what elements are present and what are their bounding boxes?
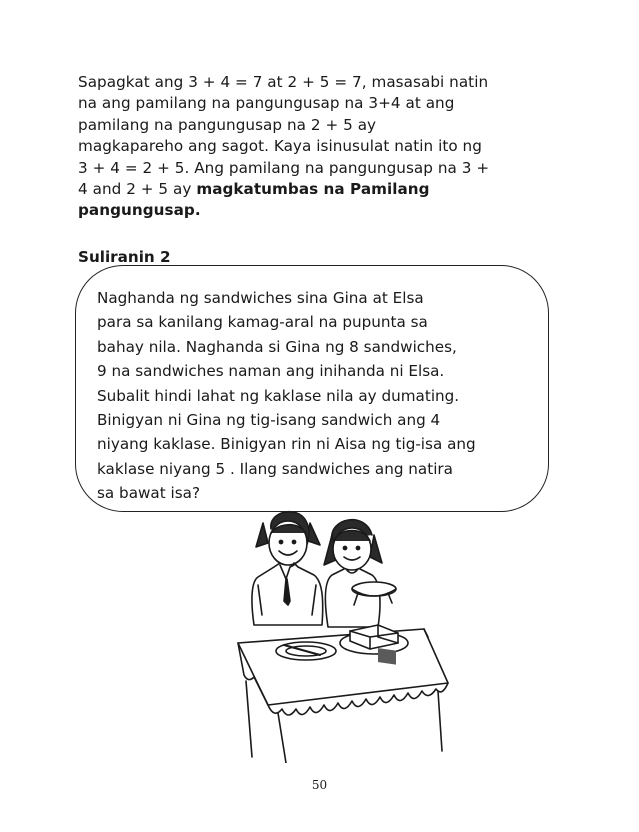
problem-line: Naghanda ng sandwiches sina Gina at Elsa (97, 289, 424, 307)
problem-line: bahay nila. Naghanda si Gina ng 8 sandwiches, (97, 337, 457, 356)
section-heading: Suliranin 2 (78, 248, 171, 266)
key-term: magkatumbas na Pamilang (196, 180, 430, 199)
girl-left-figure (252, 512, 323, 625)
girl-right-figure (324, 520, 396, 627)
girls-at-table-illustration (228, 505, 454, 763)
page-number: 50 (311, 778, 328, 792)
intro-line (78, 200, 548, 221)
intro-line: na ang pamilang na pangungusap na 3+4 at ang (78, 94, 455, 113)
intro-line: Sapagkat ang 3 + 4 = 7 at 2 + 5 = 7, masasabi natin (78, 73, 489, 91)
problem-line: kaklase niyang 5 . Ilang sandwiches ang natira (97, 459, 453, 478)
problem-text (97, 286, 476, 506)
intro-line: magkapareho ang sagot. Kaya isinusulat natin ito ng (78, 137, 482, 156)
problem-line: Subalit hindi lahat ng kaklase nila ay dumating. (97, 386, 460, 405)
key-term-end: pangungusap. (78, 201, 201, 220)
intro-line: 3 + 4 = 2 + 5. Ang pamilang na pangungusap na 3 + (78, 158, 490, 177)
problem-line: sa bawat isa? (97, 484, 201, 503)
intro-line-plain: 4 and 2 + 5 ay (78, 180, 197, 199)
problem-line: para sa kanilang kamag-aral na pupunta sa (97, 313, 428, 332)
problem-line: niyang kaklase. Binigyan rin ni Aisa ng tig-isa ang (97, 435, 476, 454)
intro-line (78, 179, 548, 200)
problem-line: Binigyan ni Gina ng tig-isang sandwich ang 4 (97, 411, 441, 430)
problem-line: 9 na sandwiches naman ang inihanda ni Elsa. (97, 362, 445, 381)
table (238, 629, 448, 763)
intro-line: pamilang na pangungusap na 2 + 5 ay (78, 115, 377, 134)
intro-paragraph (78, 72, 548, 222)
